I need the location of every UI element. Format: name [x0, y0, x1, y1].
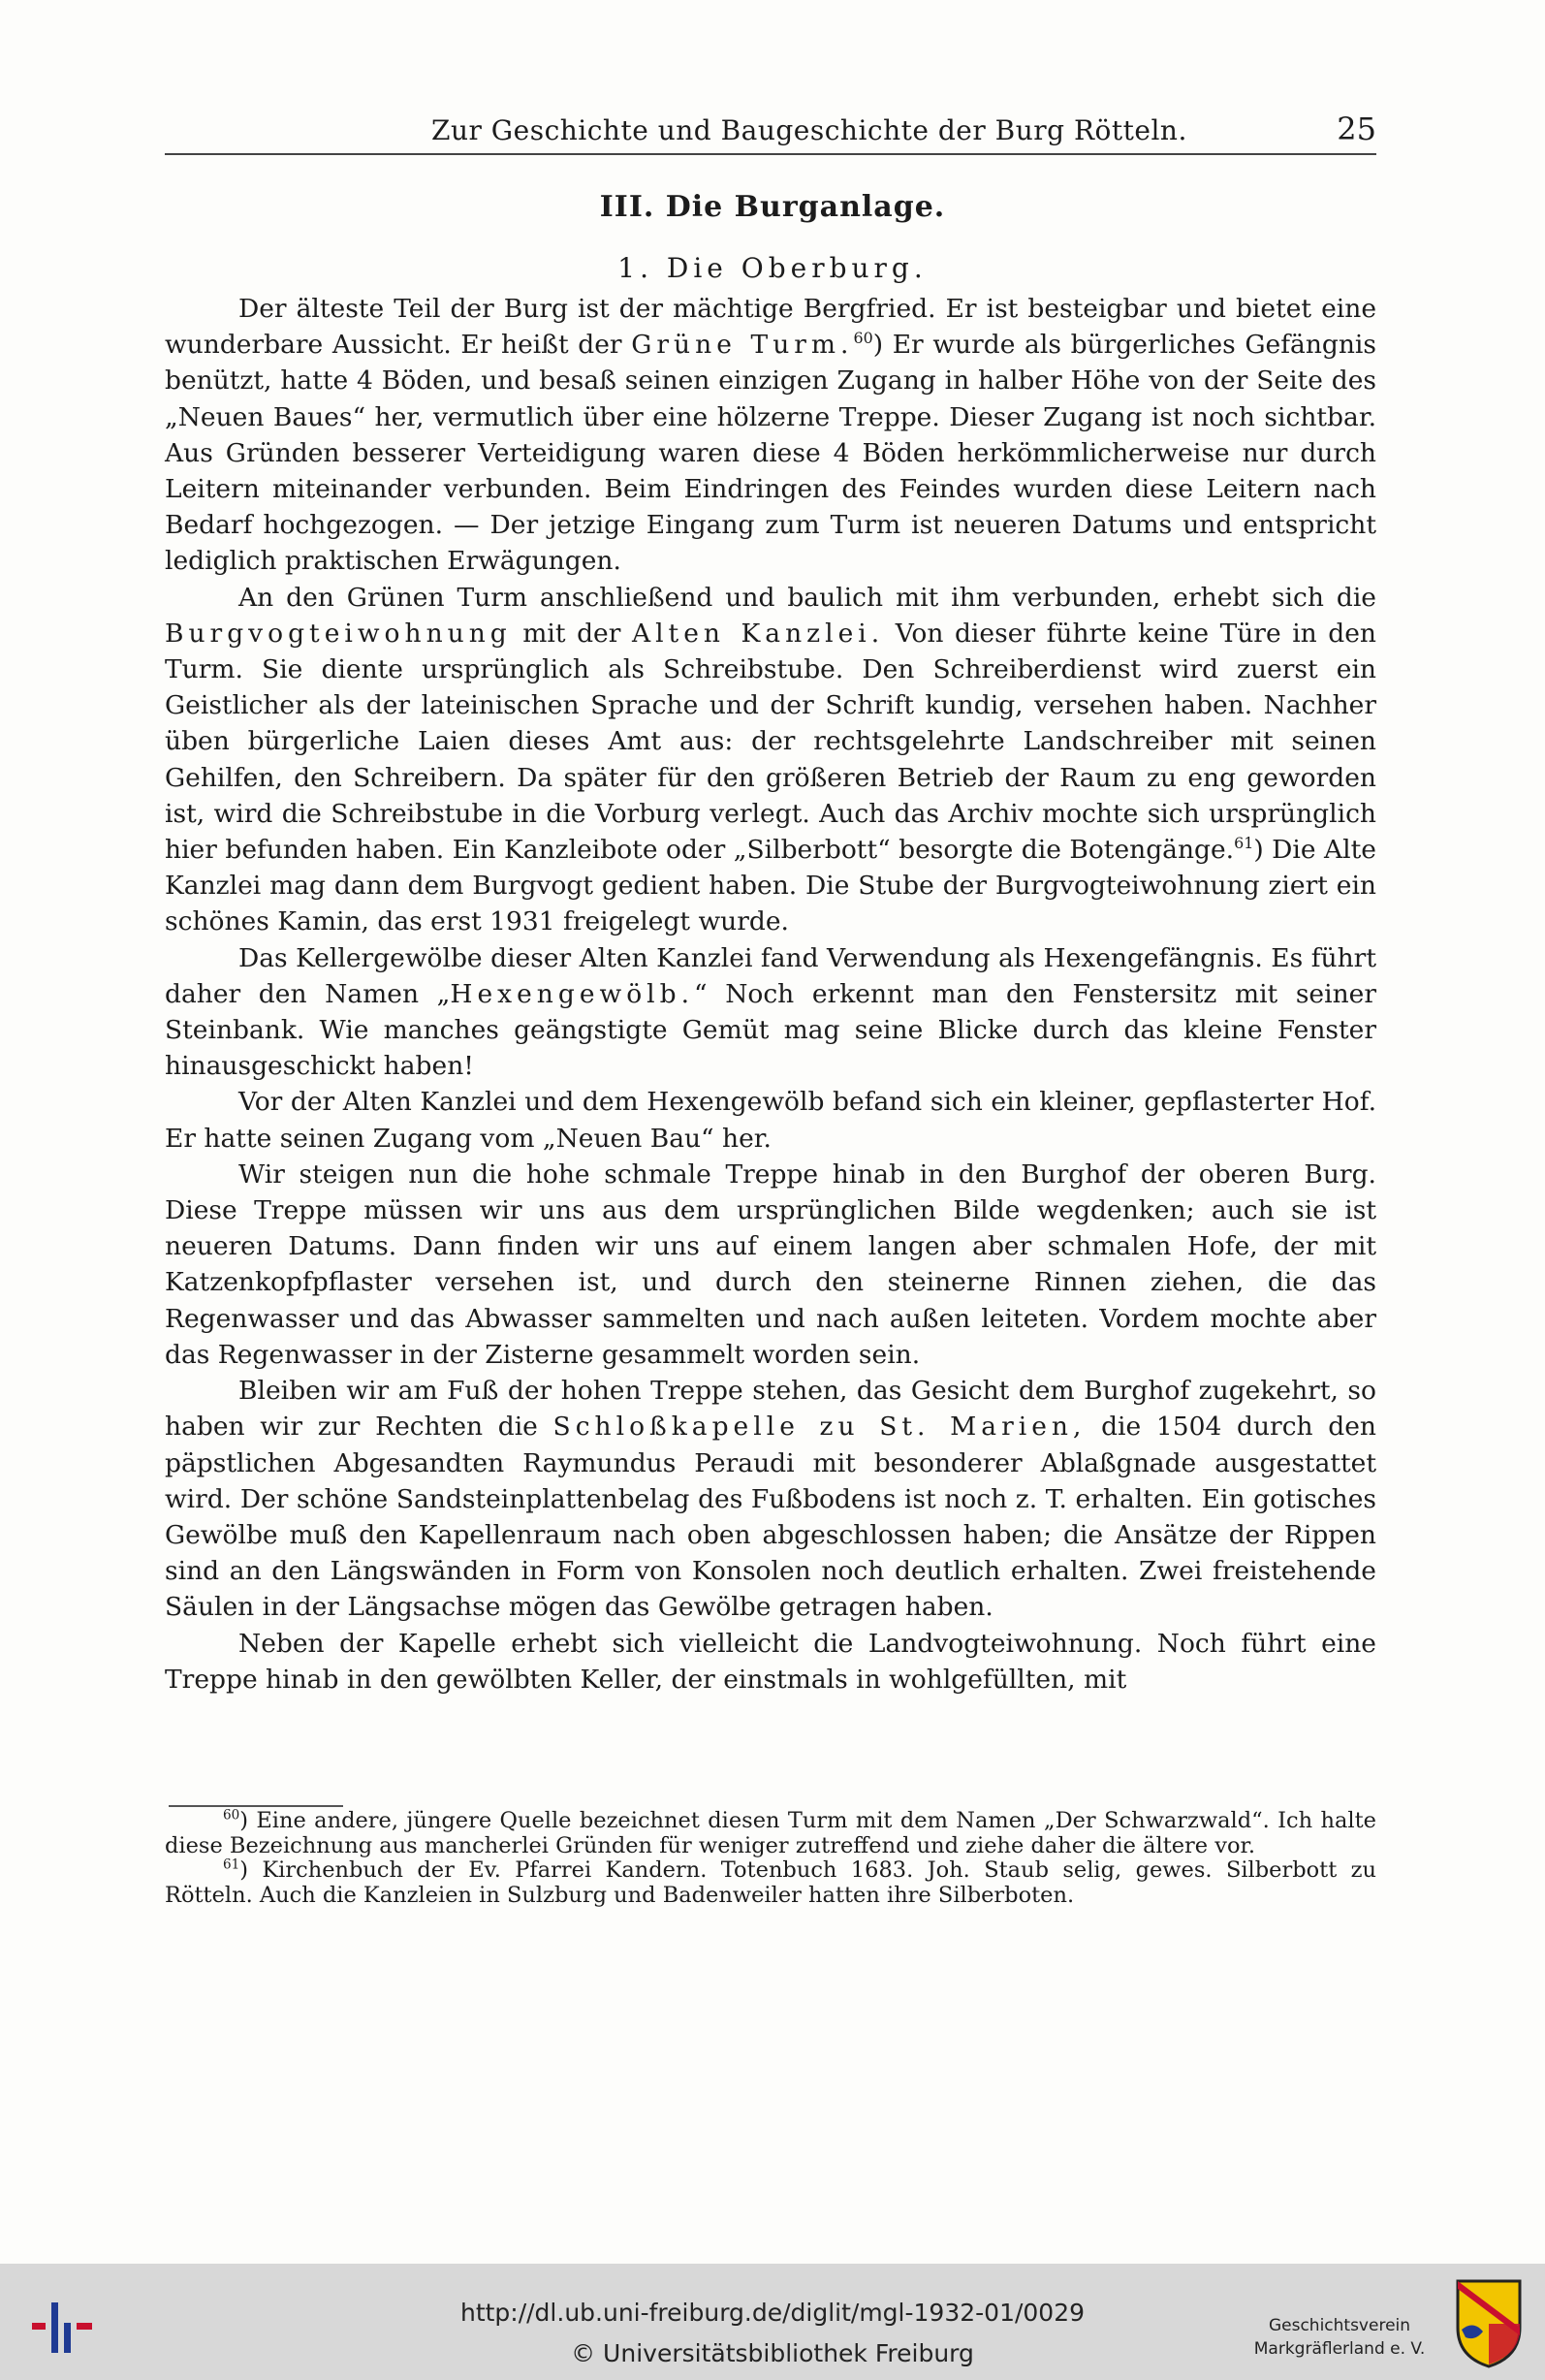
footnote-ref-61[interactable]: 61 — [1234, 834, 1254, 853]
subsection-title: 1. Die Oberburg. — [617, 252, 928, 284]
running-head — [165, 111, 1376, 155]
copyright-notice: © Universitätsbibliothek Freiburg — [571, 2339, 974, 2367]
paragraph-3: Das Kellergewölbe dieser Alten Kanzlei fand Verwendung als Hexengefängnis. Es führt daher den Namen „Hexengewölb.“ Noch erkennt man den Fenstersitz mit seiner Steinbank. Wie manches geängstigte Gemüt mag seine Blicke durch das kleine Fenster hinausgeschickt haben! — [165, 942, 1376, 1082]
viewer-footer — [0, 2264, 1545, 2380]
emphasis-schlosskapelle: Schloßkapelle zu St. Marien, — [552, 1412, 1087, 1443]
paragraph-4: Vor der Alten Kanzlei und dem Hexengewölb befand sich ein kleiner, gepflasterter Hof. Er hatte seinen Zugang vom „Neuen Bau“ her. — [165, 1087, 1376, 1154]
permalink-url[interactable]: http://dl.ub.uni-freiburg.de/diglit/mgl-1932-01/0029 — [459, 2299, 1086, 2327]
footnote-mark: 61 — [223, 1856, 240, 1873]
paragraph-6: Bleiben wir am Fuß der hohen Treppe stehen, das Gesicht dem Burghof zugekehrt, so haben wir zur Rechten die Schloßkapelle zu St. Marien, die 1504 durch den päpstlichen Abgesandten Raymundus Peraudi mit besonderer Ablaßgnade ausgestattet wird. Der schöne Sandsteinplattenbelag des Fußbodens ist noch z. T. erhalten. Ein gotisches Gewölbe muß den Kapellenraum nach oben abgeschlossen haben; die Ansätze der Rippen sind an den Längswänden in Form von Konsolen noch deutlich erhalten. Zwei freistehende Säulen in der Längsachse mögen das Gewölbe getragen haben. — [165, 1376, 1377, 1623]
emphasis-burgvogteiwohnung: Burgvogteiwohnung — [165, 618, 512, 649]
paragraph-1: Der älteste Teil der Burg ist der mächtige Bergfried. Er ist besteigbar und bietet eine wunderbare Aussicht. Er heißt der Grüne Turm.$^{60}$) Er wurde als bürgerliches Gefängnis benützt, hatte 4 Böden, und besaß seinen einzigen Zugang in halber Höhe von der Seite des „Neuen Baues“ her, vermutlich über eine hölzerne Treppe. Dieser Zugang ist noch sichtbar. Aus Gründen besserer Verteidigung waren diese 4 Böden herkömmlicherweise nur durch Leitern miteinander verbunden. Beim Eindringen des Feindes wurden diese Leitern nach Bedarf hochgezogen. — Der jetzige Eingang zum Turm ist neueren Datums und entspricht lediglich praktischen Erwägungen. — [165, 294, 1376, 577]
coat-of-arms-icon[interactable] — [1454, 2277, 1524, 2370]
section-title: III. Die Burganlage. — [599, 190, 946, 224]
footnote-mark: 60 — [223, 1807, 240, 1824]
footnote-ref-60[interactable]: 60 — [853, 329, 873, 348]
paragraph-2: An den Grünen Turm anschließend und baulich mit ihm verbunden, erhebt sich die Burgvogteiwohnung mit der Alten Kanzlei. Von dieser führte keine Türe in den Turm. Sie diente ursprünglich als Schreibstube. Den Schreiberdienst wird zuerst ein Geistlicher als der lateinischen Sprache und der Schrift kundig, versehen haben. Nachher üben bürgerliche Laien dieses Amt aus: der rechtsgelehrte Landschreiber mit seinen Gehilfen, den Schreibern. Da später für den größeren Betrieb der Raum zu eng geworden ist, wird die Schreibstube in die Vorburg verlegt. Auch das Archiv mochte sich ursprünglich hier befunden haben. Ein Kanzleibote oder „Silberbott“ besorgte die Botengänge.$^{61}$) Die Alte Kanzlei mag dann dem Burgvogt gedient haben. Die Stube der Burgvogteiwohnung ziert ein schönes Kamin, das erst 1931 freigelegt wurde. — [165, 582, 1376, 937]
footnotes — [165, 1809, 1376, 1908]
society-name: Geschichtsverein Markgräflerland e. V. — [1253, 2316, 1426, 2359]
footnote-rule — [169, 1805, 343, 1807]
body-text — [165, 291, 1376, 1698]
emphasis-gruener-turm: Grüne Turm. — [631, 330, 854, 361]
running-title: Zur Geschichte und Baugeschichte der Burg Rötteln. — [431, 114, 1187, 146]
emphasis-hexengewoelb: Hexengewölb. — [450, 978, 695, 1009]
footnote-60: $^{60}$) Eine andere, jüngere Quelle bezeichnet diesen Turm mit dem Namen „Der Schwarzwald“. Ich halte diese Bezeichnung aus mancherlei Gründen für weniger zutreffend und ziehe daher die ältere vor. — [165, 1807, 1376, 1858]
paragraph-5: Wir steigen nun die hohe schmale Treppe hinab in den Burghof der oberen Burg. Diese Treppe müssen wir uns aus dem ursprünglichen Bilde wegdenken; auch sie ist neueren Datums. Dann finden wir uns auf einem langen aber schmalen Hofe, der mit Katzenkopfpflaster versehen ist, und durch den steinerne Rinnen ziehen, die das Regenwasser und das Abwasser sammelten und nach außen leiteten. Vordem mochte aber das Regenwasser in der Zisterne gesammelt worden sein. — [165, 1158, 1376, 1370]
page-number: 25 — [1337, 111, 1376, 147]
paragraph-7: Neben der Kapelle erhebt sich vielleicht die Landvogteiwohnung. Noch führt eine Treppe hinab in den gewölbten Keller, der einstmals in wohlgefüllten, mit — [165, 1628, 1376, 1695]
footnote-61: $^{61}$) Kirchenbuch der Ev. Pfarrei Kandern. Totenbuch 1683. Joh. Staub selig, gewes. Silberbott zu Rötteln. Auch die Kanzleien in Sulzburg und Badenweiler hatten ihre Silberboten. — [165, 1856, 1376, 1908]
emphasis-alte-kanzlei: Alten Kanzlei. — [631, 618, 885, 649]
